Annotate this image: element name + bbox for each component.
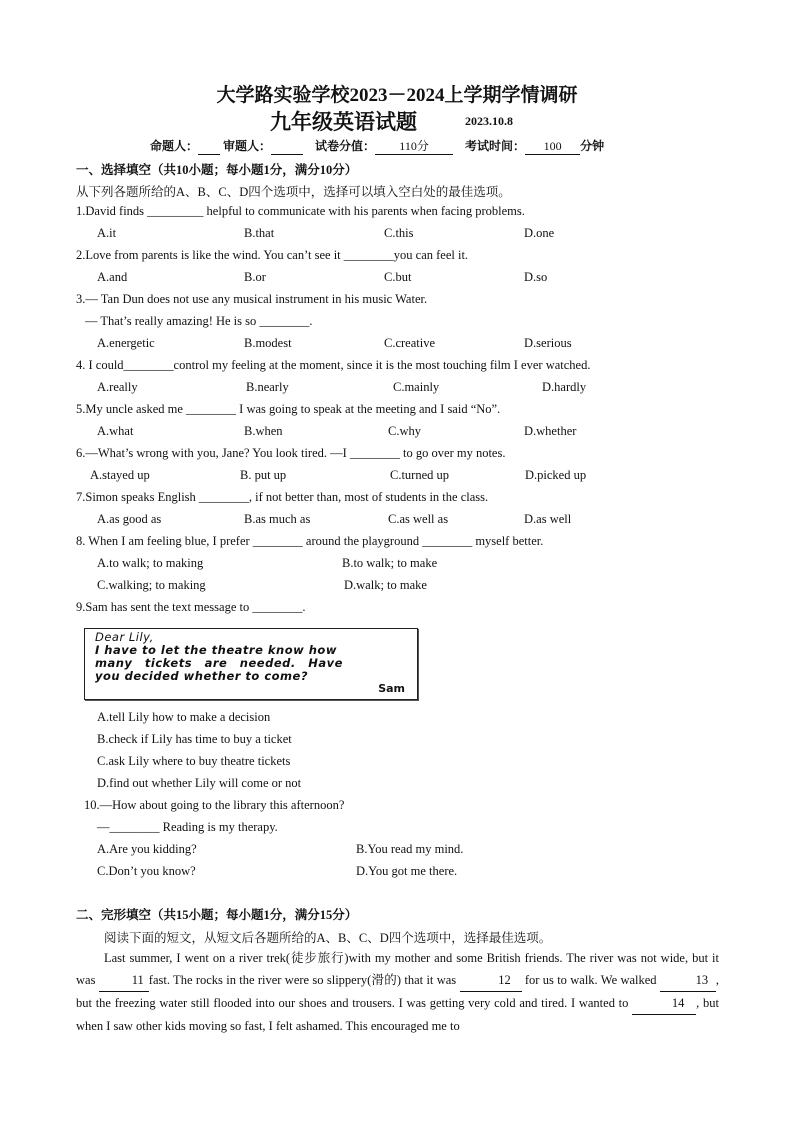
question-2: 2.Love from parents is like the wind. You can’t see it ________you can feel it. xyxy=(76,248,469,262)
passage-text: for us to walk. We walked xyxy=(521,973,660,987)
q8-option-c[interactable]: C.walking; to making xyxy=(97,578,206,592)
q3-option-b[interactable]: B.modest xyxy=(244,336,292,350)
section1-instruction: 从下列各题所给的A、B、C、D四个选项中，选择可以填入空白处的最佳选项。 xyxy=(76,185,511,199)
question-6: 6.—What’s wrong with you, Jane? You look tired. —I ________ to go over my notes. xyxy=(76,446,506,460)
question-3: 3.— Tan Dun does not use any musical instrument in his music Water. xyxy=(76,292,428,306)
exam-date: 2023.10.8 xyxy=(465,114,513,128)
q6-option-d[interactable]: D.picked up xyxy=(525,468,587,482)
score-value: 110分 xyxy=(375,137,453,155)
q1-option-b[interactable]: B.that xyxy=(244,226,275,240)
q2-option-b[interactable]: B.or xyxy=(244,270,266,284)
q6-option-b[interactable]: B. put up xyxy=(240,468,287,482)
q9-option-b[interactable]: B.check if Lily has time to buy a ticket xyxy=(97,732,292,746)
proposer-blank xyxy=(198,139,220,155)
question-1: 1.David finds _________ helpful to communicate with his parents when facing problems. xyxy=(76,204,525,218)
q7-option-b[interactable]: B.as much as xyxy=(244,512,311,526)
q4-option-d[interactable]: D.hardly xyxy=(542,380,587,394)
q8-option-b[interactable]: B.to walk; to make xyxy=(342,556,438,570)
q8-option-a[interactable]: A.to walk; to making xyxy=(97,556,204,570)
q5-option-a[interactable]: A.what xyxy=(97,424,134,438)
reviewer-label: 审题人： xyxy=(223,139,272,153)
q7-option-a[interactable]: A.as good as xyxy=(97,512,162,526)
q3-option-a[interactable]: A.energetic xyxy=(97,336,155,350)
passage-text: fast. The rocks in the river were so slippery(滑的) that it was xyxy=(148,973,460,987)
reviewer-blank xyxy=(271,139,303,155)
section1-heading: 一、选择填空（共10小题；每小题1分，满分10分） xyxy=(76,163,358,177)
text-message-signature: Sam xyxy=(378,682,405,695)
q3-option-c[interactable]: C.creative xyxy=(384,336,436,350)
q3-option-d[interactable]: D.serious xyxy=(524,336,572,350)
q9-option-c[interactable]: C.ask Lily where to buy theatre tickets xyxy=(97,754,291,768)
q1-option-c[interactable]: C.this xyxy=(384,226,414,240)
q10-option-a[interactable]: A.Are you kidding? xyxy=(97,842,197,856)
text-message-body xyxy=(95,631,405,683)
text-message-image xyxy=(84,628,418,700)
exam-title: 九年级英语试题 xyxy=(270,110,417,134)
text-message-line: you decided whether to come? xyxy=(95,669,308,683)
proposer-label: 命题人： xyxy=(150,139,199,153)
q5-option-c[interactable]: C.why xyxy=(388,424,421,438)
time-unit: 分钟 xyxy=(580,139,605,153)
cloze-blank-13[interactable]: 13 xyxy=(660,969,716,992)
time-value: 100 xyxy=(525,139,580,155)
q4-option-c[interactable]: C.mainly xyxy=(393,380,440,394)
q1-option-a[interactable]: A.it xyxy=(97,226,117,240)
q9-option-a[interactable]: A.tell Lily how to make a decision xyxy=(97,710,271,724)
q7-option-c[interactable]: C.as well as xyxy=(388,512,449,526)
cloze-blank-11[interactable]: 11 xyxy=(99,969,149,992)
q6-option-a[interactable]: A.stayed up xyxy=(90,468,150,482)
q4-option-a[interactable]: A.really xyxy=(97,380,138,394)
q4-option-b[interactable]: B.nearly xyxy=(246,380,289,394)
q1-option-d[interactable]: D.one xyxy=(524,226,555,240)
school-title: 大学路实验学校2023－2024上学期学情调研 xyxy=(216,85,578,106)
passage-text: Last summer, I went on a river trek(徒步旅行)with my mother and some British friends. The river was not wide, but it was xyxy=(76,951,719,987)
cloze-blank-14[interactable]: 14 xyxy=(632,992,696,1015)
passage-text: , but when I saw other kids moving so fast, I felt ashamed. This encouraged me to xyxy=(76,996,719,1033)
cloze-blank-12[interactable]: 12 xyxy=(460,969,522,992)
passage-text: , but the freezing water still flooded into our shoes and trousers. I was getting very cold and tired. I wanted to xyxy=(76,973,719,1010)
q2-option-a[interactable]: A.and xyxy=(97,270,128,284)
q8-option-d[interactable]: D.walk; to make xyxy=(344,578,427,592)
q10-option-c[interactable]: C.Don’t you know? xyxy=(97,864,196,878)
cloze-passage xyxy=(76,947,719,1037)
question-4: 4. I could________control my feeling at the moment, since it is the most touching film I ever watched. xyxy=(76,358,591,372)
text-message-line: I have to let the theatre know how xyxy=(95,643,337,657)
q5-option-d[interactable]: D.whether xyxy=(524,424,577,438)
q2-option-c[interactable]: C.but xyxy=(384,270,412,284)
section2-heading: 二、完形填空（共15小题；每小题1分，满分15分） xyxy=(76,908,358,922)
question-5: 5.My uncle asked me ________ I was going to speak at the meeting and I said “No”. xyxy=(76,402,501,416)
text-message-line: Dear Lily, xyxy=(95,630,154,644)
q2-option-d[interactable]: D.so xyxy=(524,270,548,284)
time-label: 考试时间： xyxy=(465,139,526,153)
question-9: 9.Sam has sent the text message to ________. xyxy=(76,600,306,614)
section2-instruction: 阅读下面的短文，从短文后各题所给的A、B、C、D四个选项中，选择最佳选项。 xyxy=(104,931,552,945)
text-message-line: many tickets are needed. Have xyxy=(95,656,343,670)
score-label: 试卷分值： xyxy=(315,139,376,153)
q10-option-b[interactable]: B.You read my mind. xyxy=(356,842,464,856)
question-7: 7.Simon speaks English ________, if not better than, most of students in the class. xyxy=(76,490,489,504)
question-10-reply: —________ Reading is my therapy. xyxy=(97,820,278,834)
q10-option-d[interactable]: D.You got me there. xyxy=(356,864,458,878)
question-10: 10.—How about going to the library this afternoon? xyxy=(84,798,345,812)
question-3-reply: — That’s really amazing! He is so ________. xyxy=(85,314,313,328)
q6-option-c[interactable]: C.turned up xyxy=(390,468,450,482)
q5-option-b[interactable]: B.when xyxy=(244,424,283,438)
q7-option-d[interactable]: D.as well xyxy=(524,512,572,526)
question-8: 8. When I am feeling blue, I prefer ________ around the playground ________ myself better. xyxy=(76,534,544,548)
q9-option-d[interactable]: D.find out whether Lily will come or not xyxy=(97,776,302,790)
exam-meta xyxy=(150,137,604,155)
